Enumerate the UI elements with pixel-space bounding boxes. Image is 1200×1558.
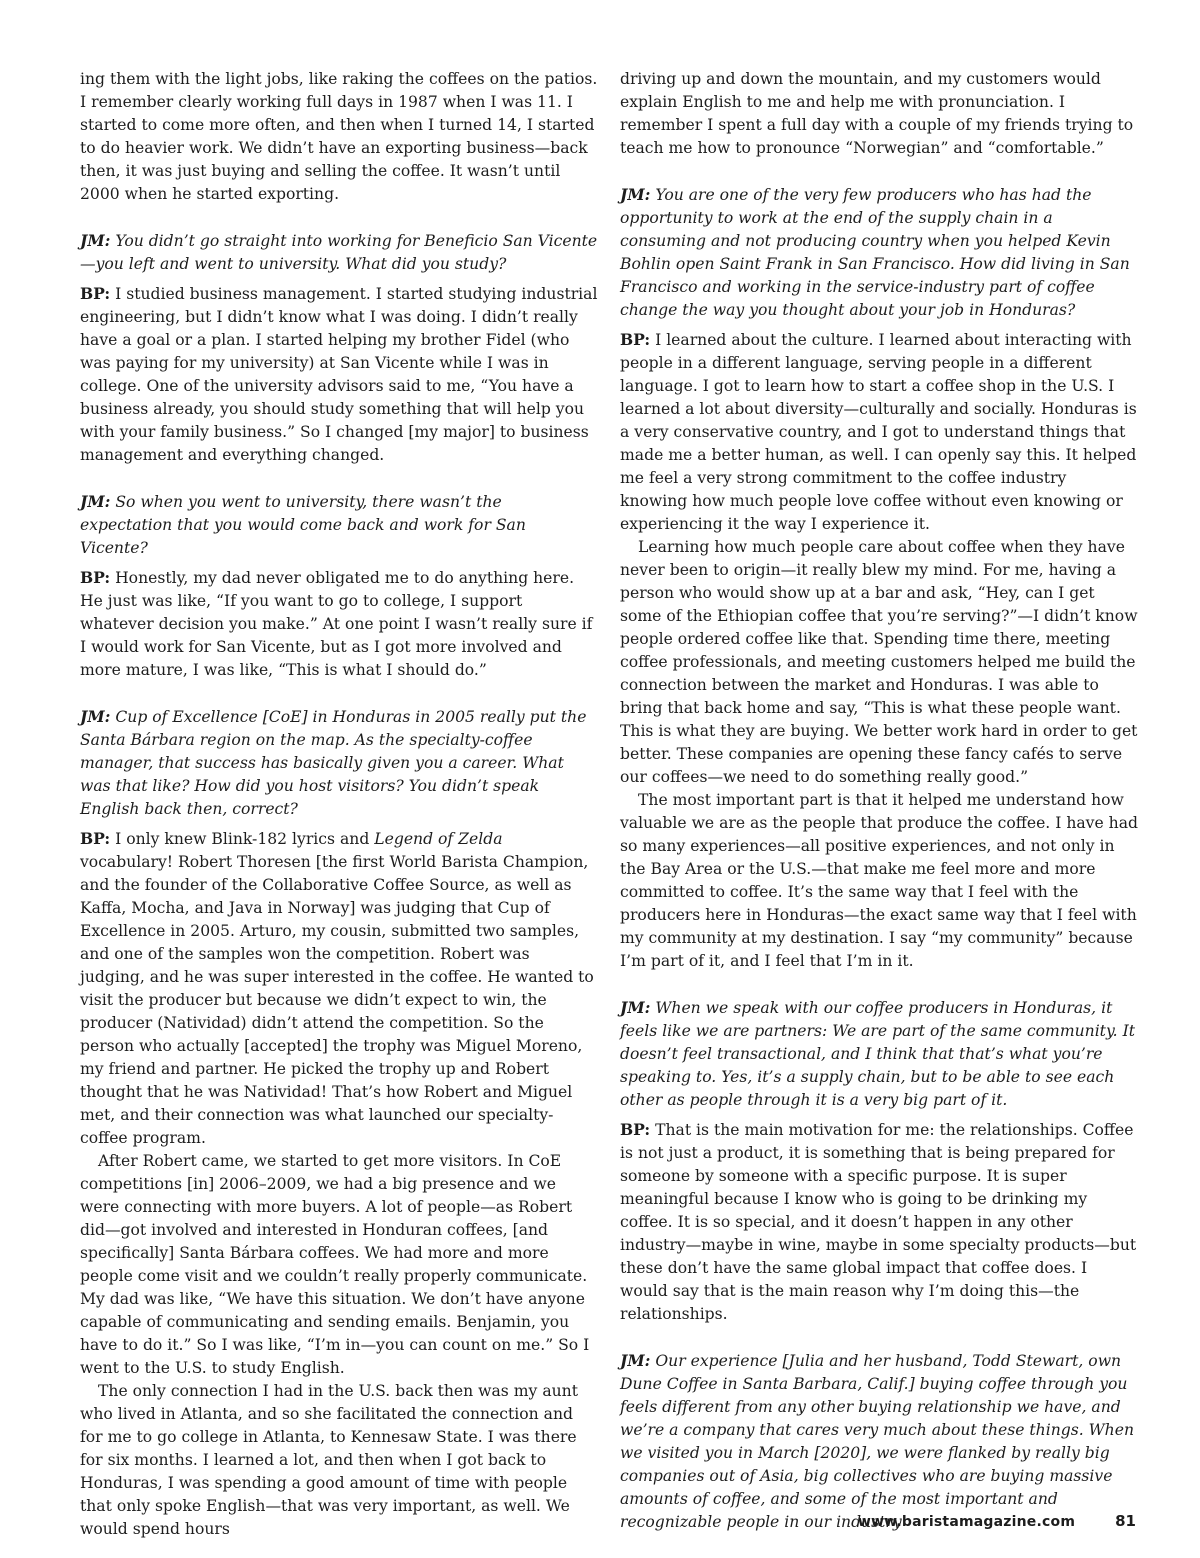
interviewer-label: JM:: [620, 998, 651, 1017]
paragraph: The most important part is that it helped me understand how valuable we are as the people that produce the coffee. I have had so many experiences—all positive experiences, and not only in the Bay Area or the U.S.—that make me feel more and more committed to coffee. It’s the same way that I feel with the producers here in Honduras—the exact same way that I feel with my community at my destination. I say “my community” because I’m part of it, and I feel that I’m in it.: [620, 791, 1138, 970]
paragraph: Learning how much people care about coffee when they have never been to origin—it really blew my mind. For me, having a person who would show up at a bar and ask, “Hey, can I get some of the Ethiopian coffee that you’re serving?”—I didn’t know people ordered coffee like that. Spending time there, meeting coffee professionals, and meeting customers helped me build the connection between the market and Honduras. I was able to bring that back home and say, “This is what these people want. This is what they are buying. We better work hard in order to get better. These companies are opening these fancy cafés to serve our coffees—we need to do something really good.”: [620, 538, 1138, 786]
question: [620, 183, 1138, 322]
question: [80, 705, 598, 821]
answer: [80, 566, 598, 682]
page-footer: [858, 1512, 1136, 1530]
interviewee-label: BP:: [80, 284, 111, 303]
answer: [620, 1118, 1138, 1326]
question-text: When we speak with our coffee producers in Honduras, it feels like we are partners: We are part of the same community. It doesn’t feel transactional, and I think that that’s what you’re speaking to. Yes, it’s a supply chain, but to be able to see each other as people through it is a very big part of it.: [620, 999, 1136, 1109]
answer: [80, 282, 598, 467]
interviewer-label: JM:: [80, 492, 111, 511]
interviewer-label: JM:: [620, 1351, 651, 1370]
paragraph: The only connection I had in the U.S. back then was my aunt who lived in Atlanta, and so she facilitated the connection and for me to go college in Atlanta, to Kennesaw State. I was there for six months. I learned a lot, and then when I got back to Honduras, I was spending a good amount of time with people that only spoke English—that was very important, as well. We would spend hours: [80, 1382, 578, 1538]
answer-text: vocabulary! Robert Thoresen [the first World Barista Champion, and the founder of the Collaborative Coffee Source, as well as Kaffa, Mocha, and Java in Norway] was judging that Cup of Excellence in 2005. Arturo, my cousin, submitted two samples, and one of the samples won the competition. Robert was judging, and he was super interested in the coffee. He wanted to visit the producer but because we didn’t expect to win, the producer (Natividad) didn’t attend the competition. So the person who actually [accepted] the trophy was Miguel Moreno, my friend and partner. He picked the trophy up and Robert thought that he was Natividad! That’s how Robert and Miguel met, and their connection was what launched our specialty-coffee program.: [80, 853, 594, 1147]
answer-text: I studied business management. I started studying industrial engineering, but I didn’t know what I was doing. I didn’t really have a goal or a plan. I started helping my brother Fidel (who was paying for my university) at San Vicente while I was in college. One of the university advisors said to me, “You have a business already, you should study something that will help you with your family business.” So I changed [my major] to business management and everything changed.: [80, 285, 598, 464]
interviewer-label: JM:: [80, 707, 111, 726]
answer-italic-title: Legend of Zelda: [374, 830, 503, 848]
right-column: [620, 68, 1138, 1534]
answer: [80, 827, 598, 1150]
question: [620, 996, 1138, 1112]
answer-text-start: I only knew Blink-182 lyrics and: [115, 830, 375, 848]
interviewee-label: BP:: [620, 330, 651, 349]
interviewee-label: BP:: [80, 568, 111, 587]
interviewee-label: BP:: [80, 829, 111, 848]
footer-url[interactable]: www.baristamagazine.com: [857, 1514, 1076, 1530]
paragraph: ing them with the light jobs, like raking the coffees on the patios. I remember clearly working full days in 1987 when I was 11. I started to come more often, and then when I turned 14, I started to do heavier work. We didn’t have an exporting business—back then, it was just buying and selling the coffee. It wasn’t until 2000 when he started exporting.: [80, 70, 598, 203]
interviewer-label: JM:: [620, 185, 651, 204]
question-text: So when you went to university, there wasn’t the expectation that you would come back and work for San Vicente?: [80, 493, 526, 557]
paragraph: driving up and down the mountain, and my customers would explain English to me and help me with pronunciation. I remember I spent a full day with a couple of my friends trying to teach me how to pronounce “Norwegian” and “comfortable.”: [620, 70, 1134, 157]
question: [620, 1349, 1138, 1534]
question-text: Cup of Excellence [CoE] in Honduras in 2005 really put the Santa Bárbara region on the map. As the specialty-coffee manager, that success has basically given you a career. What was that like? How did you host visitors? You didn’t speak English back then, correct?: [80, 708, 587, 818]
paragraph: After Robert came, we started to get more visitors. In CoE competitions [in] 2006–2009, we had a big presence and we were connecting with more buyers. A lot of people—as Robert did—got involved and interested in Honduran coffees, [and specifically] Santa Bárbara coffees. We had more and more people come visit and we couldn’t really properly communicate. My dad was like, “We have this situation. We don’t have anyone capable of communicating and sending emails. Benjamin, you have to do it.” So I was like, “I’m in—you can count on me.” So I went to the U.S. to study English.: [80, 1152, 590, 1377]
question-text: You are one of the very few producers who has had the opportunity to work at the end of the supply chain in a consuming and not producing country when you helped Kevin Bohlin open Saint Frank in San Francisco. How did living in San Francisco and working in the service-industry part of coffee change the way you thought about your job in Honduras?: [620, 186, 1130, 319]
question-text: You didn’t go straight into working for Beneficio San Vicente—you left and went to university. What did you study?: [80, 232, 598, 273]
answer: [620, 328, 1138, 536]
answer-text: That is the main motivation for me: the relationships. Coffee is not just a product, it is something that is being prepared for someone by someone with a specific purpose. It is super meaningful because I know who is going to be drinking my coffee. It is so special, and it doesn’t happen in any other industry—maybe in wine, maybe in some specialty products—but these don’t have the same global impact that coffee does. I would say that is the main reason why I’m doing this—the relationships.: [620, 1121, 1137, 1323]
page-number: 81: [1115, 1512, 1136, 1530]
question: [80, 490, 598, 560]
interviewee-label: BP:: [620, 1120, 651, 1139]
question: [80, 229, 598, 276]
question-text: Our experience [Julia and her husband, Todd Stewart, own Dune Coffee in Santa Barbara, Calif.] buying coffee through you feels different from any other buying relationship we have, and we’re a company that cares very much about these things. When we visited you in March [2020], we were flanked by really big companies out of Asia, big collectives who are buying massive amounts of coffee, and some of the most important and recognizable people in our industry: [620, 1352, 1134, 1531]
answer-text: I learned about the culture. I learned about interacting with people in a different language, serving people in a different language. I got to learn how to start a coffee shop in the U.S. I learned a lot about diversity—culturally and socially. Honduras is a very conservative country, and I got to understand things that made me a better human, as well. I can openly say this. It helped me feel a very strong commitment to the coffee industry knowing how much people love coffee without even knowing or experiencing it the way I experience it.: [620, 331, 1137, 533]
answer-text: Honestly, my dad never obligated me to do anything here. He just was like, “If you want to go to college, I support whatever decision you make.” At one point I wasn’t really sure if I would work for San Vicente, but as I got more involved and more mature, I was like, “This is what I should do.”: [80, 569, 593, 679]
interviewer-label: JM:: [80, 231, 111, 250]
left-column: [80, 68, 598, 1541]
